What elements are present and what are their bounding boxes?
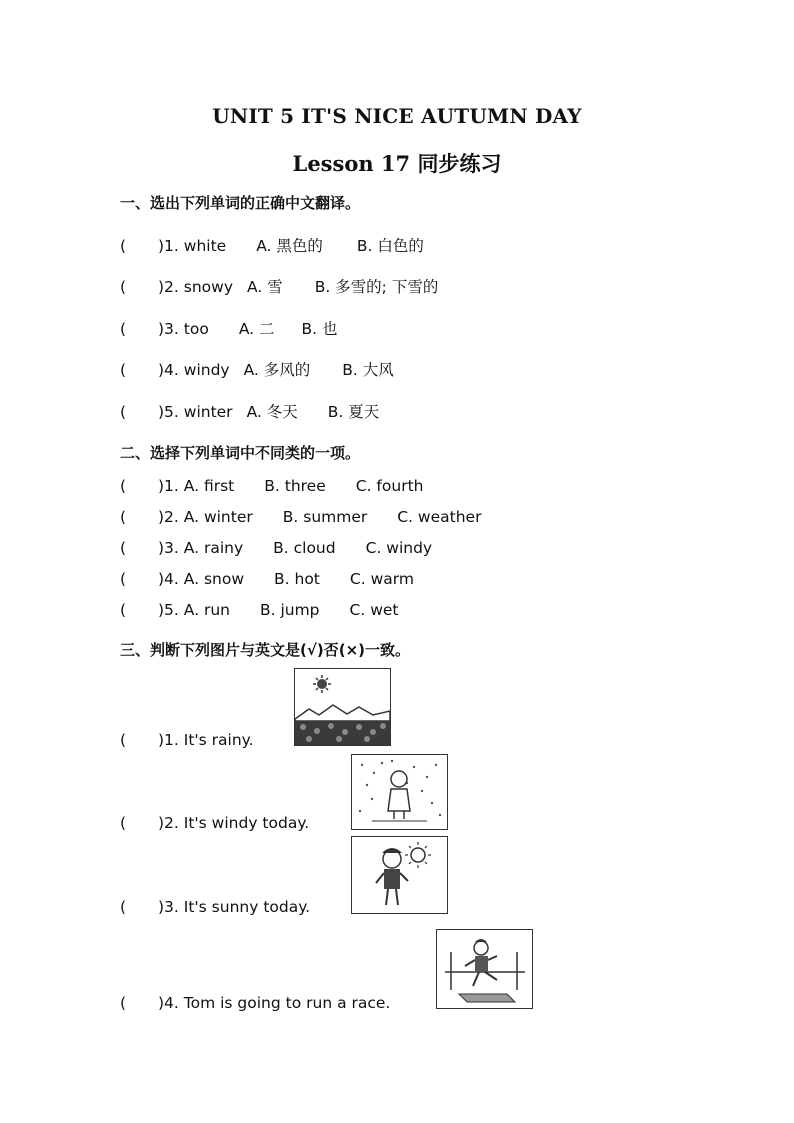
list-item <box>120 400 379 422</box>
list-item <box>120 814 309 832</box>
question-word: )2. snowy <box>158 278 233 296</box>
section1-heading: 一、选出下列单词的正确中文翻译。 <box>120 194 361 212</box>
answer-blank[interactable]: ( <box>120 570 127 588</box>
question-word: )1. white <box>158 237 227 255</box>
option-b: B. hot <box>274 570 320 588</box>
list-item <box>120 994 390 1012</box>
option-b: B. 白色的 <box>356 237 424 255</box>
answer-blank[interactable]: ( <box>120 320 127 338</box>
option-b: B. 也 <box>301 320 338 338</box>
list-item <box>120 570 414 588</box>
list-item <box>120 731 254 749</box>
page-title: UNIT 5 IT'S NICE AUTUMN DAY <box>212 104 582 128</box>
mountains-sun-icon <box>294 668 391 746</box>
answer-blank[interactable]: ( <box>120 403 127 421</box>
option-b: B. 多雪的; 下雪的 <box>314 278 439 296</box>
statement-text: )3. It's sunny today. <box>158 898 311 916</box>
question-word: )4. windy <box>158 361 230 379</box>
boy-jumping-icon <box>436 929 533 1009</box>
list-item <box>120 508 481 526</box>
page-subtitle: Lesson 17 同步练习 <box>292 151 502 176</box>
option-a: A. 黑色的 <box>256 237 323 255</box>
sunny-boy-icon <box>351 836 448 914</box>
snowy-child-icon <box>351 754 448 830</box>
statement-text: )1. It's rainy. <box>158 731 254 749</box>
option-c: C. wet <box>349 601 399 619</box>
question-word: )3. too <box>158 320 209 338</box>
answer-blank[interactable]: ( <box>120 361 127 379</box>
option-c: C. windy <box>365 539 433 557</box>
question-word: )5. winter <box>158 403 233 421</box>
option-c: C. weather <box>397 508 482 526</box>
statement-text: )2. It's windy today. <box>158 814 310 832</box>
answer-blank[interactable]: ( <box>120 539 127 557</box>
option-a: )1. A. first <box>158 477 235 495</box>
answer-blank[interactable]: ( <box>120 814 127 832</box>
answer-blank[interactable]: ( <box>120 994 127 1012</box>
answer-blank[interactable]: ( <box>120 508 127 526</box>
list-item <box>120 275 438 297</box>
option-a: )3. A. rainy <box>158 539 244 557</box>
list-item <box>120 898 310 916</box>
option-b: B. jump <box>259 601 320 619</box>
option-a: )5. A. run <box>158 601 230 619</box>
option-b: B. summer <box>282 508 368 526</box>
answer-blank[interactable]: ( <box>120 237 127 255</box>
statement-text: )4. Tom is going to run a race. <box>158 994 391 1012</box>
option-a: )2. A. winter <box>158 508 253 526</box>
list-item <box>120 358 394 380</box>
list-item <box>120 477 423 495</box>
list-item <box>120 317 338 339</box>
answer-blank[interactable]: ( <box>120 601 127 619</box>
answer-blank[interactable]: ( <box>120 898 127 916</box>
option-b: B. cloud <box>273 539 336 557</box>
option-a: A. 冬天 <box>246 403 298 421</box>
answer-blank[interactable]: ( <box>120 278 127 296</box>
option-a: A. 二 <box>238 320 275 338</box>
list-item <box>120 234 424 256</box>
option-b: B. three <box>264 477 326 495</box>
list-item <box>120 539 432 557</box>
section2-heading: 二、选择下列单词中不同类的一项。 <box>120 444 361 462</box>
section3-heading: 三、判断下列图片与英文是(√)否(×)一致。 <box>120 641 410 659</box>
answer-blank[interactable]: ( <box>120 731 127 749</box>
option-a: A. 雪 <box>247 278 283 296</box>
answer-blank[interactable]: ( <box>120 477 127 495</box>
option-a: A. 多风的 <box>243 361 311 379</box>
option-c: C. warm <box>349 570 414 588</box>
option-b: B. 夏天 <box>327 403 380 421</box>
list-item <box>120 601 399 619</box>
option-a: )4. A. snow <box>158 570 245 588</box>
option-c: C. fourth <box>355 477 424 495</box>
option-b: B. 大风 <box>342 361 394 379</box>
